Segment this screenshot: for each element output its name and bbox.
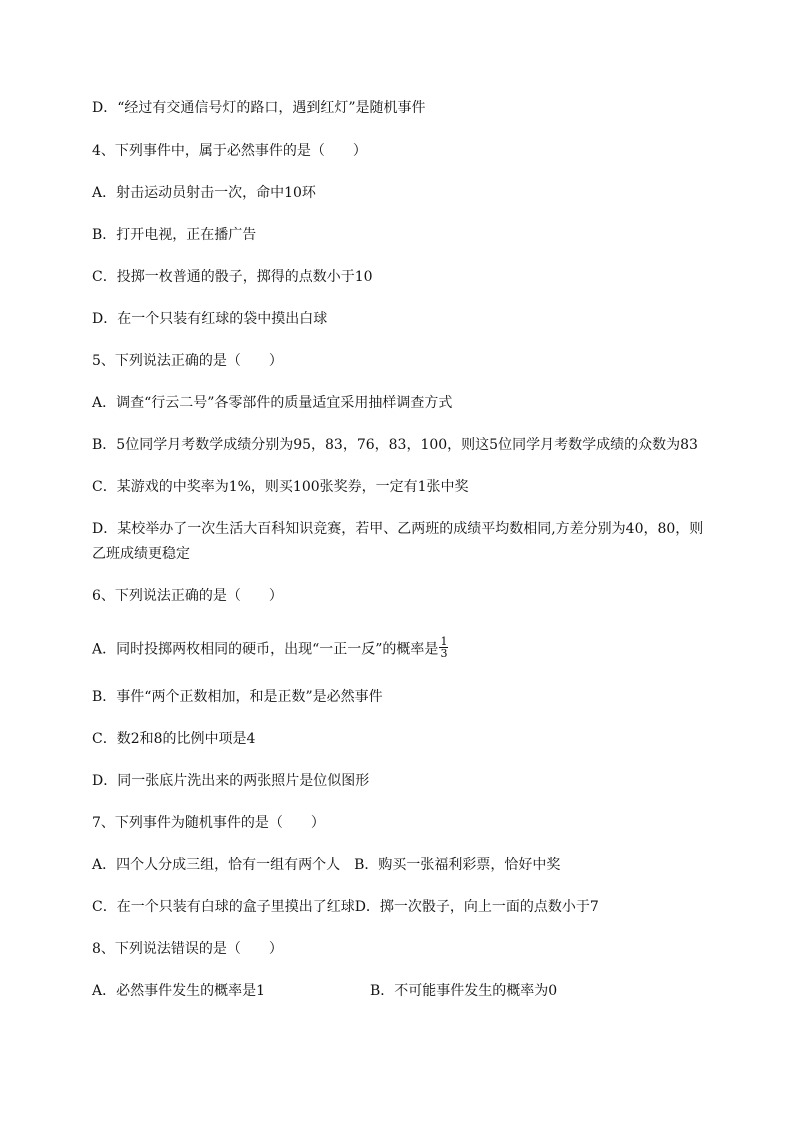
q6-option-a: [92, 635, 448, 661]
q6-question: 6、下列说法正确的是（ ）: [92, 588, 283, 604]
q6-option-d: D．同一张底片洗出来的两张照片是位似图形: [92, 773, 370, 789]
q7-options-a-b: A．四个人分成三组，恰有一组有两个人 B．购买一张福利彩票，恰好中奖: [92, 857, 561, 873]
q8-question: 8、下列说法错误的是（ ）: [92, 941, 283, 957]
q4-option-a: A．射击运动员射击一次，命中10环: [92, 185, 316, 201]
q8-option-b: B．不可能事件发生的概率为0: [370, 983, 558, 999]
q5-option-b: B．5位同学月考数学成绩分别为95，83，76，83，100，则这5位同学月考数学成绩的众数为83: [92, 437, 698, 453]
fraction-denominator: 3: [440, 647, 448, 660]
q8-option-a: A．必然事件发生的概率是1: [92, 983, 266, 999]
q3-option-d: D．“经过有交通信号灯的路口，遇到红灯”是随机事件: [92, 100, 426, 116]
fraction-numerator: 1: [440, 635, 448, 648]
q4-question: 4、下列事件中，属于必然事件的是（ ）: [92, 143, 367, 159]
q4-option-c: C．投掷一枚普通的骰子，掷得的点数小于10: [92, 269, 373, 285]
q5-option-d-continued: 乙班成绩更稳定: [92, 546, 190, 562]
q4-option-b: B．打开电视，正在播广告: [92, 227, 257, 243]
q5-question: 5、下列说法正确的是（ ）: [92, 353, 283, 369]
q5-option-a: A．调查“行云二号”各零部件的质量适宜采用抽样调查方式: [92, 395, 453, 411]
q5-option-d: D．某校举办了一次生活大百科知识竞赛，若甲、乙两班的成绩平均数相同,方差分别为40，80，则: [92, 521, 704, 537]
q7-question: 7、下列事件为随机事件的是（ ）: [92, 815, 325, 831]
q6-option-a-text: A．同时投掷两枚相同的硬币，出现“一正一反”的概率是: [92, 641, 439, 658]
q6-option-c: C．数2和8的比例中项是4: [92, 731, 256, 747]
q7-options-c-d: C．在一个只装有白球的盒子里摸出了红球D．掷一次骰子，向上一面的点数小于7: [92, 899, 599, 915]
q4-option-d: D．在一个只装有红球的袋中摸出白球: [92, 311, 328, 327]
q6-option-b: B．事件“两个正数相加，和是正数”是必然事件: [92, 689, 383, 705]
q5-option-c: C．某游戏的中奖率为1%，则买100张奖券，一定有1张中奖: [92, 479, 469, 495]
fraction-one-third: [439, 636, 448, 659]
